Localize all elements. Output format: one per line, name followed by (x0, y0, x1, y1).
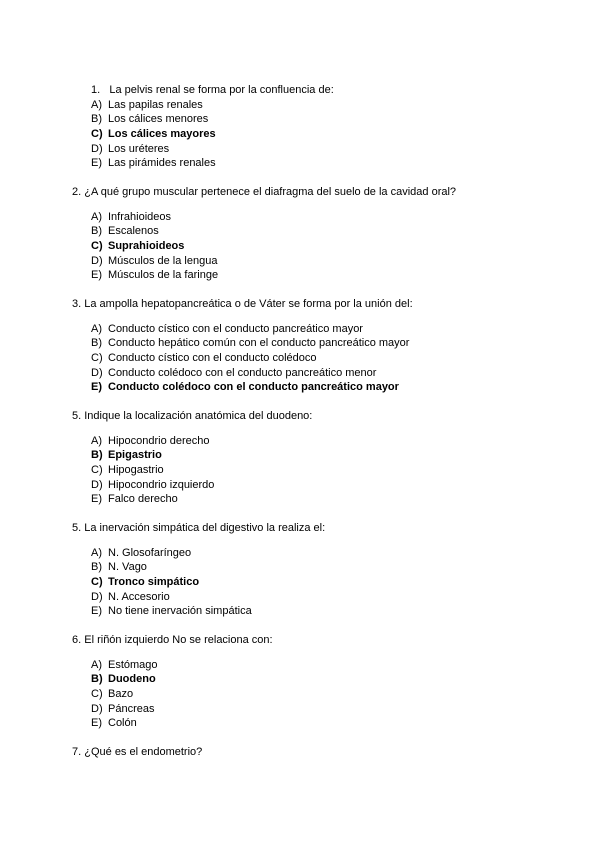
option-c: C) Hipogastrio (91, 463, 164, 476)
option-a: A) Conducto cístico con el conducto pancreático mayor (91, 322, 363, 335)
question-4 (0, 409, 560, 507)
option-e: E) No tiene inervación simpática (91, 605, 252, 618)
option-b: B) Conducto hepático común con el conducto pancreático mayor (91, 337, 410, 350)
question-stem (0, 185, 560, 200)
question-number: 3. (72, 298, 82, 310)
question-number: 5. (72, 410, 82, 422)
option-a: A) Estómago (91, 658, 158, 671)
option-e: E) Falco derecho (91, 493, 178, 506)
question-number: 7. (72, 746, 82, 758)
question-text: ¿Qué es el endometrio? (84, 746, 203, 758)
option-e-correct: E) Conducto colédoco con el conducto pancreático mayor (91, 381, 399, 394)
option-c: C) Conducto cístico con el conducto colédoco (91, 351, 317, 364)
question-5 (0, 521, 560, 619)
option-list (0, 546, 560, 619)
question-stem (0, 745, 560, 760)
option-d: D) Conducto colédoco con el conducto pancreático menor (91, 366, 377, 379)
option-d: D) Los uréteres (91, 142, 170, 155)
option-a: A) Infrahioideos (91, 210, 171, 223)
option-c-correct: C) Suprahioideos (91, 239, 185, 252)
option-list (0, 434, 560, 507)
question-2 (0, 185, 560, 283)
question-text: La ampolla hepatopancreática o de Váter se forma por la unión del: (84, 298, 413, 310)
option-b: B) Los cálices menores (91, 113, 209, 126)
option-d: D) N. Accesorio (91, 590, 170, 603)
option-c-correct: C) Los cálices mayores (91, 127, 216, 140)
option-e: E) Las pirámides renales (91, 157, 216, 170)
option-a: A) Las papilas renales (91, 98, 203, 111)
option-b: B) N. Vago (91, 561, 147, 574)
option-b-correct: B) Duodeno (91, 673, 156, 686)
question-7 (0, 745, 560, 760)
question-text: ¿A qué grupo muscular pertenece el diafragma del suelo de la cavidad oral? (84, 186, 457, 198)
option-c-correct: C) Tronco simpático (91, 575, 200, 588)
option-e: E) Colón (91, 717, 137, 730)
question-text: La pelvis renal se forma por la confluencia de: (109, 84, 334, 96)
option-list (0, 98, 560, 171)
option-e: E) Músculos de la faringe (91, 269, 219, 282)
question-stem (0, 409, 560, 424)
question-stem (0, 83, 560, 98)
option-c: C) Bazo (91, 687, 134, 700)
question-1 (0, 83, 560, 171)
option-a: A) Hipocondrio derecho (91, 434, 210, 447)
question-6 (0, 633, 560, 731)
option-list (0, 658, 560, 731)
option-list (0, 322, 560, 395)
option-d: D) Hipocondrio izquierdo (91, 478, 215, 491)
option-d: D) Músculos de la lengua (91, 254, 218, 267)
question-number: 5. (72, 522, 82, 534)
option-d: D) Páncreas (91, 702, 155, 715)
question-number: 2. (72, 186, 82, 198)
question-stem (0, 297, 560, 312)
question-stem (0, 521, 560, 536)
question-number: 1. (91, 84, 101, 96)
question-text: Indique la localización anatómica del duodeno: (84, 410, 313, 422)
question-text: El riñón izquierdo No se relaciona con: (84, 634, 273, 646)
question-3 (0, 297, 560, 395)
question-stem (0, 633, 560, 648)
question-text: La inervación simpática del digestivo la realiza el: (84, 522, 326, 534)
question-number: 6. (72, 634, 82, 646)
option-a: A) N. Glosofaríngeo (91, 546, 192, 559)
option-b: B) Escalenos (91, 225, 159, 238)
option-list (0, 210, 560, 283)
option-b-correct: B) Epigastrio (91, 449, 162, 462)
